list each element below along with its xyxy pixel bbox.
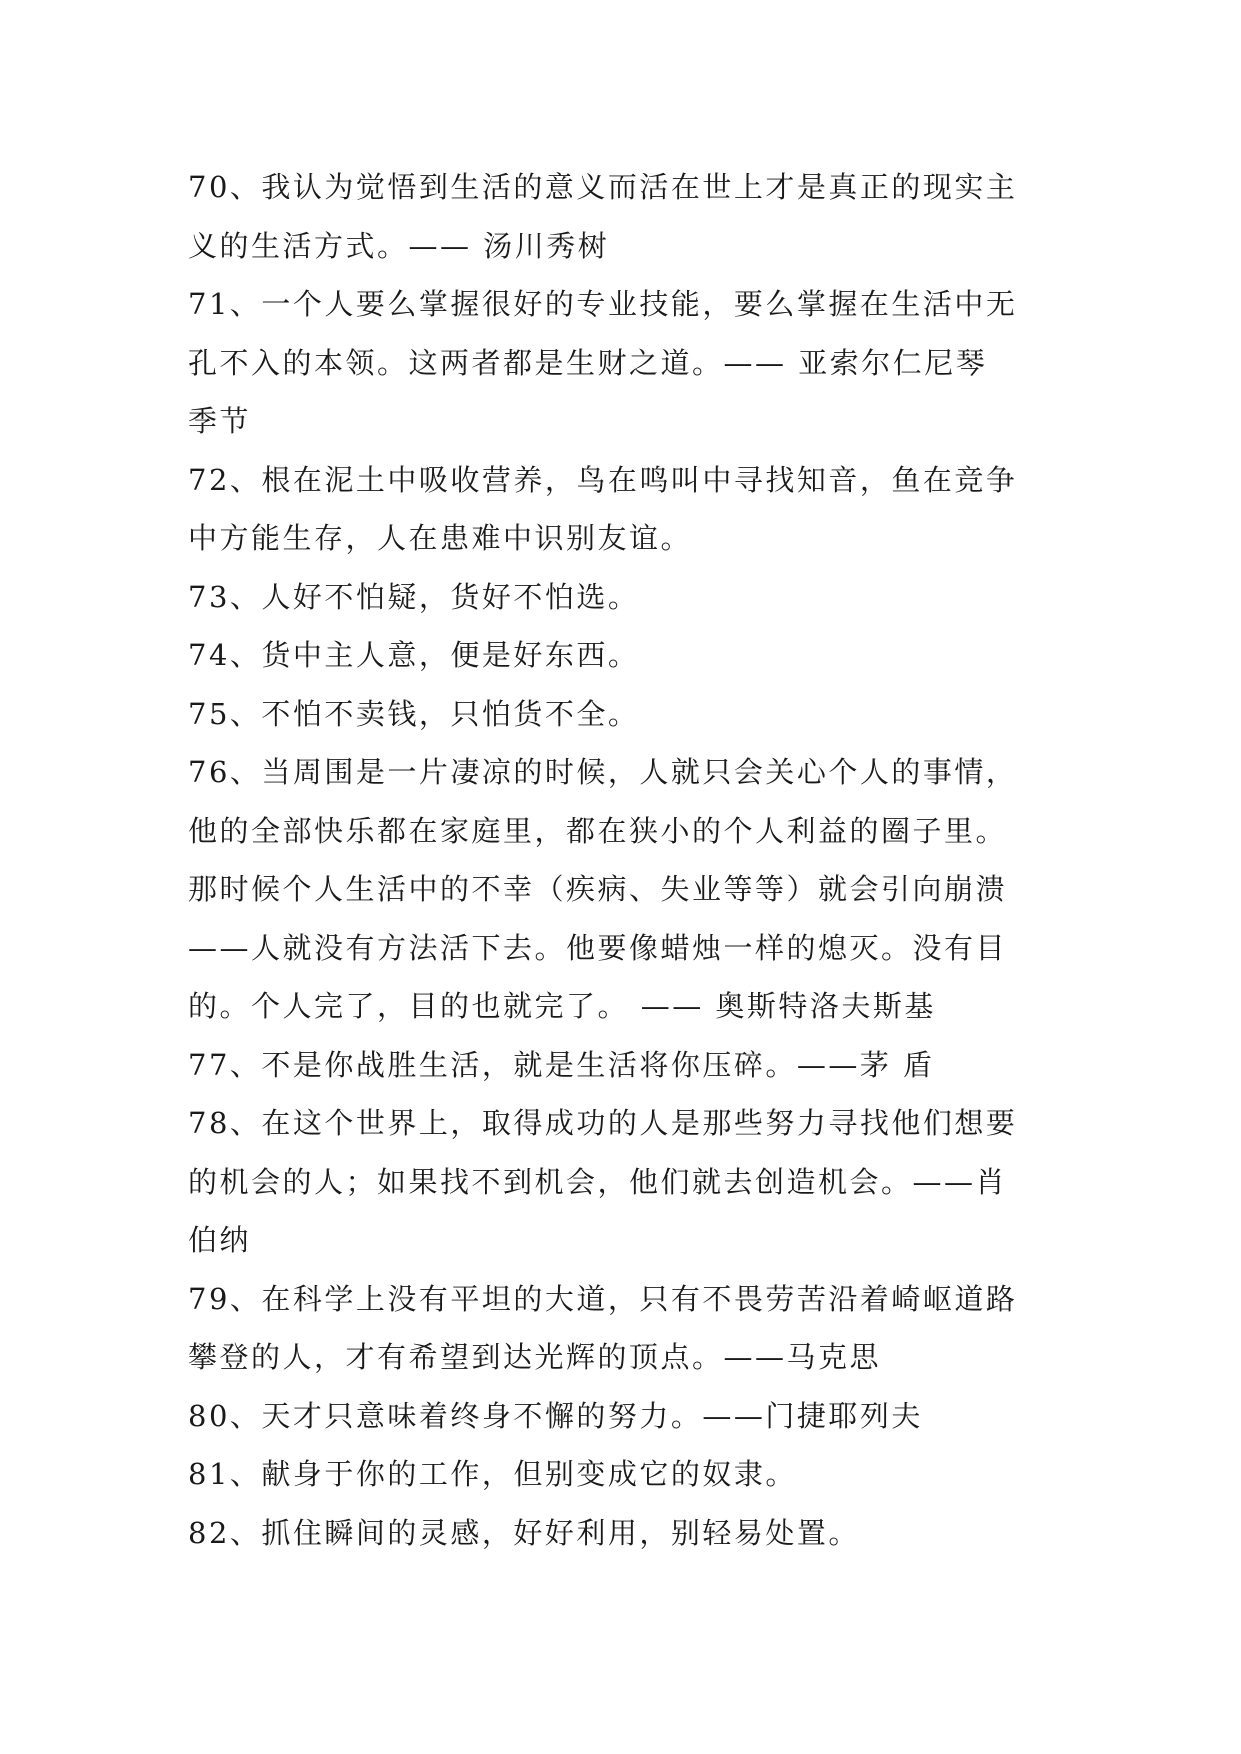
- text-line-76d: ——人就没有方法活下去。他要像蜡烛一样的熄灭。没有目: [188, 930, 1008, 965]
- text-line-71c: 季节: [188, 404, 252, 438]
- text-line-78a: 78、在这个世界上，取得成功的人是那些努力寻找他们想要: [188, 1106, 1018, 1140]
- text-line-76b: 他的全部快乐都在家庭里，都在狭小的个人利益的圈子里。: [188, 813, 1008, 848]
- text-line-73: 73、人好不怕疑，货好不怕选。: [188, 579, 640, 614]
- text-line-71b: 孔不入的本领。这两者都是生财之道。—— 亚索尔仁尼琴: [188, 345, 988, 380]
- text-line-76e: 的。个人完了，目的也就完了。 —— 奥斯特洛夫斯基: [188, 989, 936, 1023]
- text-line-70a: 70、我认为觉悟到生活的意义而活在世上才是真正的现实主: [188, 170, 1018, 204]
- text-line-72b: 中方能生存，人在患难中识别友谊。: [188, 521, 693, 555]
- text-line-70b: 义的生活方式。—— 汤川秀树: [188, 228, 610, 263]
- text-line-78c: 伯纳: [188, 1223, 252, 1257]
- text-line-79b: 攀登的人，才有希望到达光辉的顶点。——马克思: [188, 1340, 882, 1374]
- quote-list: [188, 158, 1068, 1562]
- text-line-78b: 的机会的人；如果找不到机会，他们就去创造机会。——肖: [188, 1164, 1008, 1199]
- text-line-71a: 71、一个人要么掌握很好的专业技能，要么掌握在生活中无: [188, 287, 1018, 321]
- text-line-82: 82、抓住瞬间的灵感，好好利用，别轻易处置。: [188, 1515, 860, 1550]
- text-line-75: 75、不怕不卖钱，只怕货不全。: [188, 696, 640, 731]
- text-line-74: 74、货中主人意，便是好东西。: [188, 638, 640, 672]
- text-line-72a: 72、根在泥土中吸收营养，鸟在鸣叫中寻找知音，鱼在竞争: [188, 462, 1018, 497]
- text-line-76a: 76、当周围是一片凄凉的时候，人就只会关心个人的事情，: [188, 755, 1018, 789]
- text-line-81: 81、献身于你的工作，但别变成它的奴隶。: [188, 1457, 797, 1491]
- text-line-80: 80、天才只意味着终身不懈的努力。——门捷耶列夫: [188, 1398, 923, 1433]
- text-line-76c: 那时候个人生活中的不幸（疾病、失业等等）就会引向崩溃: [188, 872, 1008, 906]
- text-line-79a: 79、在科学上没有平坦的大道，只有不畏劳苦沿着崎岖道路: [188, 1281, 1018, 1316]
- text-line-77: 77、不是你战胜生活，就是生活将你压碎。——茅 盾: [188, 1047, 935, 1082]
